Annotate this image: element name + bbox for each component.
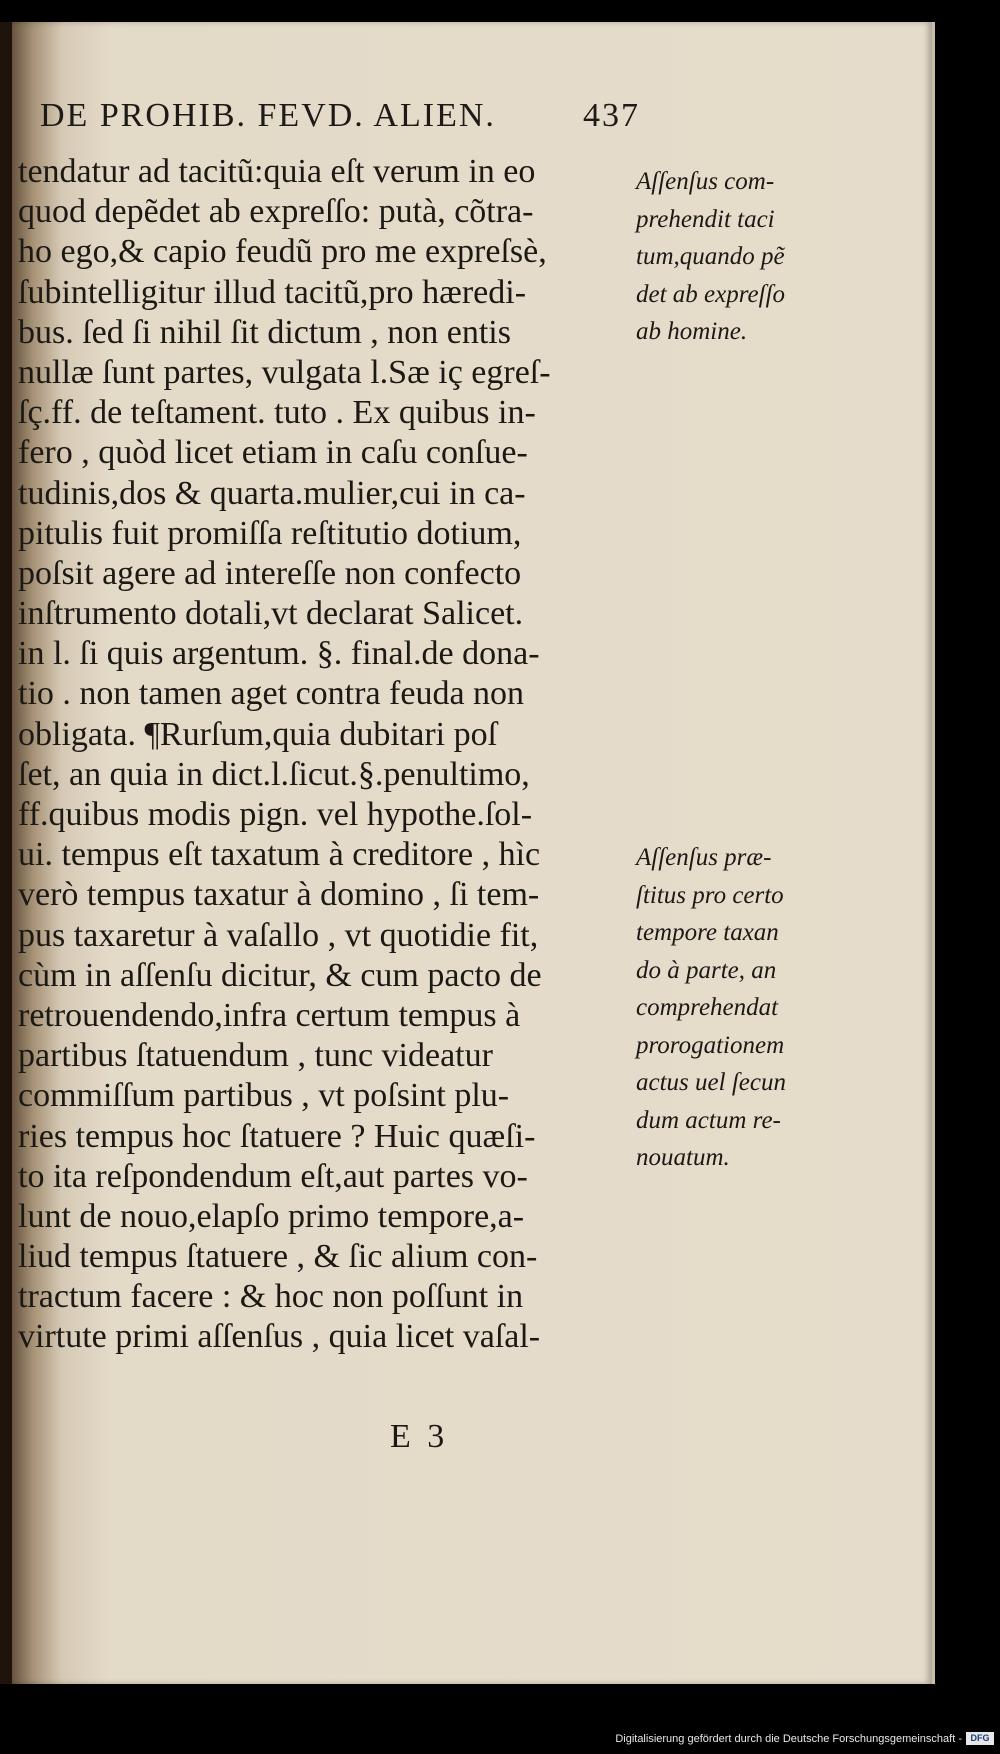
running-head [40, 97, 640, 147]
text-line: ſet, an quia in dict.l.ſicut.§.penultimo, [18, 755, 530, 793]
text-line: tendatur ad tacitũ:quia eſt verum in eo [18, 153, 536, 190]
marginal-note-line: nouatum. [636, 1144, 730, 1171]
text-line: obligata. ¶Rurſum,quia dubitari poſ [18, 715, 498, 753]
text-line: ho ego,& capio feudũ pro me expreſsè, [18, 233, 547, 271]
text-line: retrouendendo,infra certum tempus à [18, 996, 521, 1034]
text-line: tractum facere : & hoc non poſſunt in [18, 1278, 524, 1316]
text-line: inſtrumento dotali,vt declarat Salicet. [18, 595, 524, 633]
marginal-note-line: det ab expreſſo [636, 280, 786, 308]
text-line: ui. tempus eſt taxatum à creditore , hìc [18, 836, 541, 874]
marginal-note-line: do à parte, an [636, 956, 777, 984]
text-line: ff.quibus modis pign. vel hypothe.ſol- [18, 796, 533, 833]
marginal-note-line: comprehendat [636, 994, 779, 1021]
marginal-note-line: tum,quando pẽ [636, 243, 785, 270]
text-line: quod depẽdet ab expreſſo: putà, cõtra- [18, 193, 534, 231]
text-line: cùm in aſſenſu dicitur, & cum pacto de [18, 956, 542, 994]
main-text-column [18, 152, 623, 1358]
text-line: ſubintelligitur illud tacitũ,pro hæredi- [18, 273, 527, 311]
text-line: verò tempus taxatur à domino , ſi tem- [18, 876, 540, 914]
text-line: tudinis,dos & quarta.mulier,cui in ca- [18, 474, 526, 512]
marginal-note-line: tempore taxan [636, 919, 779, 946]
text-line: to ita reſpondendum eſt,aut partes vo- [18, 1157, 528, 1195]
dfg-logo: DFG [966, 1732, 994, 1745]
marginal-note-line: prorogationem [636, 1031, 785, 1059]
marginal-note-line: ab homine. [636, 318, 748, 345]
marginal-note-line: Aſſenſus præ- [636, 844, 772, 871]
book-page [0, 22, 935, 1684]
marginal-note [636, 163, 811, 351]
marginal-note-line: Aſſenſus com- [636, 168, 775, 195]
text-line: commiſſum partibus , vt poſsint plu- [18, 1077, 510, 1115]
text-line: liud tempus ſtatuere , & ſic alium con- [18, 1238, 538, 1276]
text-line: tio . non tamen aget contra feuda non [18, 675, 525, 713]
marginal-note-line: actus uel ſecun [636, 1069, 786, 1096]
marginal-note-line: dum actum re- [636, 1106, 781, 1134]
page-number: 437 [583, 97, 640, 134]
text-line: ries tempus hoc ſtatuere ? Huic quæſi- [18, 1117, 536, 1155]
text-line: bus. ſed ſi nihil ſit dictum , non entis [18, 313, 511, 351]
text-line: pus taxaretur à vaſallo , vt quotidie fit, [18, 916, 539, 954]
text-line: nullæ ſunt partes, vulgata l.Sæ iç egreſ- [18, 353, 551, 391]
text-line: fero , quòd licet etiam in caſu conſue- [18, 434, 528, 472]
running-title: DE PROHIB. FEVD. ALIEN. [40, 97, 496, 134]
text-line: poſsit agere ad intereſſe non confecto [18, 554, 522, 592]
marginal-note-line: prehendit taci [636, 205, 775, 233]
text-line: pitulis fuit promiſſa reſtitutio dotium, [18, 514, 522, 552]
text-line: ſç.ff. de teſtament. tuto . Ex quibus in- [18, 394, 536, 432]
signature-mark: E 3 [390, 1418, 449, 1455]
marginal-note [636, 839, 811, 1177]
text-line: in l. ſi quis argentum. §. final.de dona- [18, 635, 540, 673]
digitization-credit: Digitalisierung gefördert durch die Deutsche Forschungsgemeinschaft - [615, 1733, 962, 1745]
text-line: virtute primi aſſenſus , quia licet vaſal- [18, 1318, 541, 1356]
marginal-note-line: ſtitus pro certo [636, 881, 784, 909]
text-line: lunt de nouo,elapſo primo tempore,a- [18, 1197, 525, 1235]
text-line: partibus ſtatuendum , tunc videatur [18, 1037, 493, 1075]
